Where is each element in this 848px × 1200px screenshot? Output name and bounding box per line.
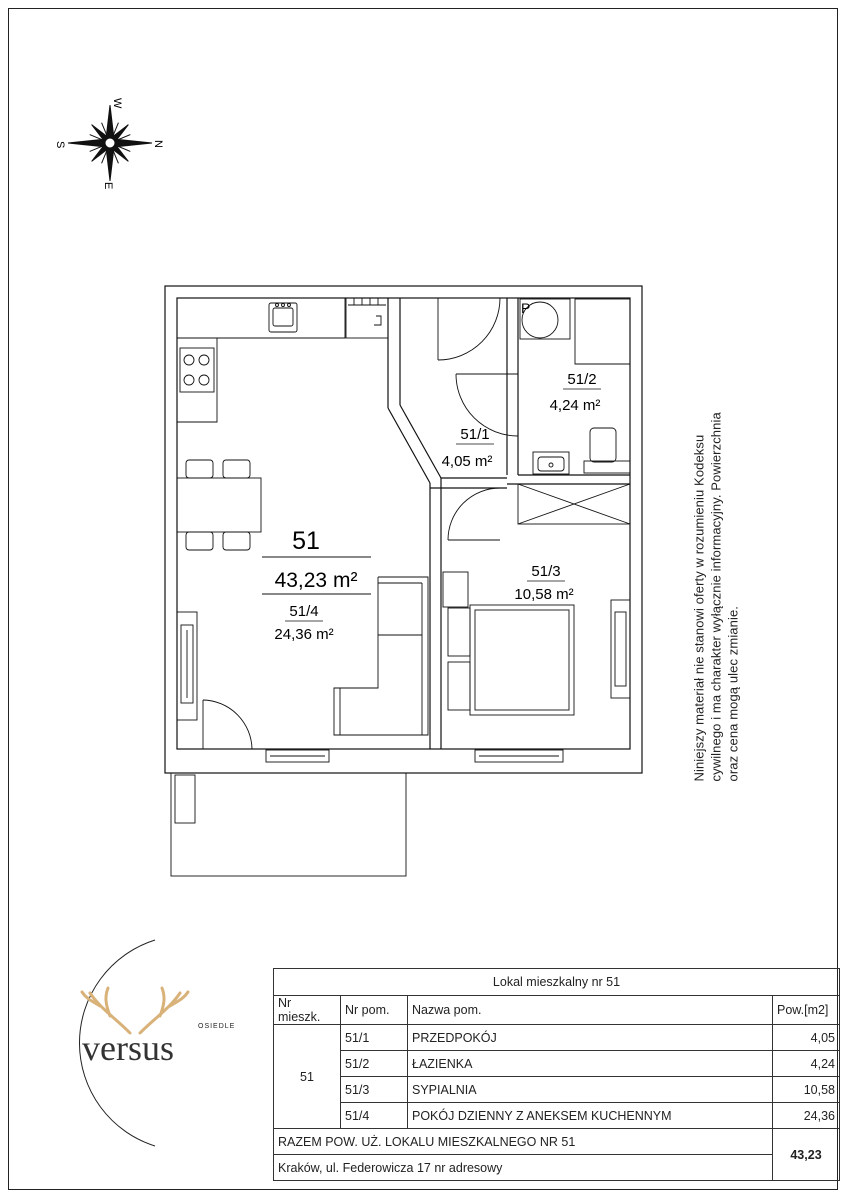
summary-table bbox=[273, 968, 840, 1181]
row-name: PRZEDPOKÓJ bbox=[408, 1025, 773, 1051]
row-room: 51/3 bbox=[341, 1077, 408, 1103]
versus-logo bbox=[60, 938, 260, 1148]
header-flat: Nr mieszk. bbox=[274, 996, 341, 1025]
flat-number-cell: 51 bbox=[274, 1025, 341, 1129]
kitchen-counter bbox=[177, 298, 388, 422]
logo-brand-text: versus bbox=[82, 1028, 174, 1068]
disclaimer-line-3: oraz cena mogą ulec zmianie. bbox=[725, 605, 741, 782]
row-area: 24,36 bbox=[773, 1103, 840, 1129]
header-name: Nazwa pom. bbox=[408, 996, 773, 1025]
room-51-3-area: 10,58 m² bbox=[514, 586, 574, 603]
dining-table bbox=[177, 460, 261, 550]
windows bbox=[266, 750, 563, 762]
disclaimer-line-2: cywilnego i ma charakter wyłącznie informacyjny. Powierzchnia bbox=[708, 412, 724, 782]
row-room: 51/1 bbox=[341, 1025, 408, 1051]
walls bbox=[165, 286, 642, 773]
total-label: RAZEM POW. UŻ. LOKALU MIESZKALNEGO NR 51 bbox=[274, 1129, 773, 1155]
compass-e-label: E bbox=[102, 182, 114, 190]
door-swings bbox=[203, 298, 518, 749]
room-51-4-id: 51/4 bbox=[289, 603, 319, 620]
balcony bbox=[171, 773, 406, 876]
flat-total-area: 43,23 m² bbox=[274, 569, 358, 592]
header-room: Nr pom. bbox=[341, 996, 408, 1025]
room-51-4-area: 24,36 m² bbox=[274, 626, 334, 643]
row-area: 4,24 bbox=[773, 1051, 840, 1077]
tv-unit bbox=[177, 612, 197, 720]
row-name: ŁAZIENKA bbox=[408, 1051, 773, 1077]
header-area: Pow.[m2] bbox=[773, 996, 840, 1025]
row-room: 51/4 bbox=[341, 1103, 408, 1129]
row-name: POKÓJ DZIENNY Z ANEKSEM KUCHENNYM bbox=[408, 1103, 773, 1129]
sofa bbox=[334, 577, 428, 735]
room-51-2-area: 4,24 m² bbox=[549, 397, 601, 414]
table-row bbox=[274, 1025, 840, 1051]
row-area: 4,05 bbox=[773, 1025, 840, 1051]
compass-n-label: N bbox=[152, 140, 164, 148]
flat-number: 51 bbox=[292, 527, 320, 555]
table-title: Lokal mieszkalny nr 51 bbox=[274, 969, 840, 996]
room-51-2-id: 51/2 bbox=[567, 371, 597, 388]
table-row bbox=[274, 1077, 840, 1103]
room-51-1-id: 51/1 bbox=[460, 426, 490, 443]
boiler-label: P bbox=[521, 300, 531, 316]
row-name: SYPIALNIA bbox=[408, 1077, 773, 1103]
total-value: 43,23 bbox=[773, 1129, 840, 1181]
compass-w-label: W bbox=[111, 98, 123, 109]
compass-s-label: S bbox=[54, 141, 66, 149]
table-row bbox=[274, 1103, 840, 1129]
compass-rose-icon bbox=[68, 105, 152, 181]
disclaimer-line-1: Niniejszy materiał nie stanowi oferty w rozumieniu Kodeksu bbox=[691, 434, 707, 782]
table-row bbox=[274, 1051, 840, 1077]
row-room: 51/2 bbox=[341, 1051, 408, 1077]
logo-small-text: OSIEDLE bbox=[198, 1023, 236, 1030]
row-area: 10,58 bbox=[773, 1077, 840, 1103]
room-51-3-id: 51/3 bbox=[531, 563, 561, 580]
address: Kraków, ul. Federowicza 17 nr adresowy bbox=[274, 1155, 773, 1181]
antlers-icon bbox=[82, 988, 188, 1033]
room-51-1-area: 4,05 m² bbox=[441, 453, 493, 470]
